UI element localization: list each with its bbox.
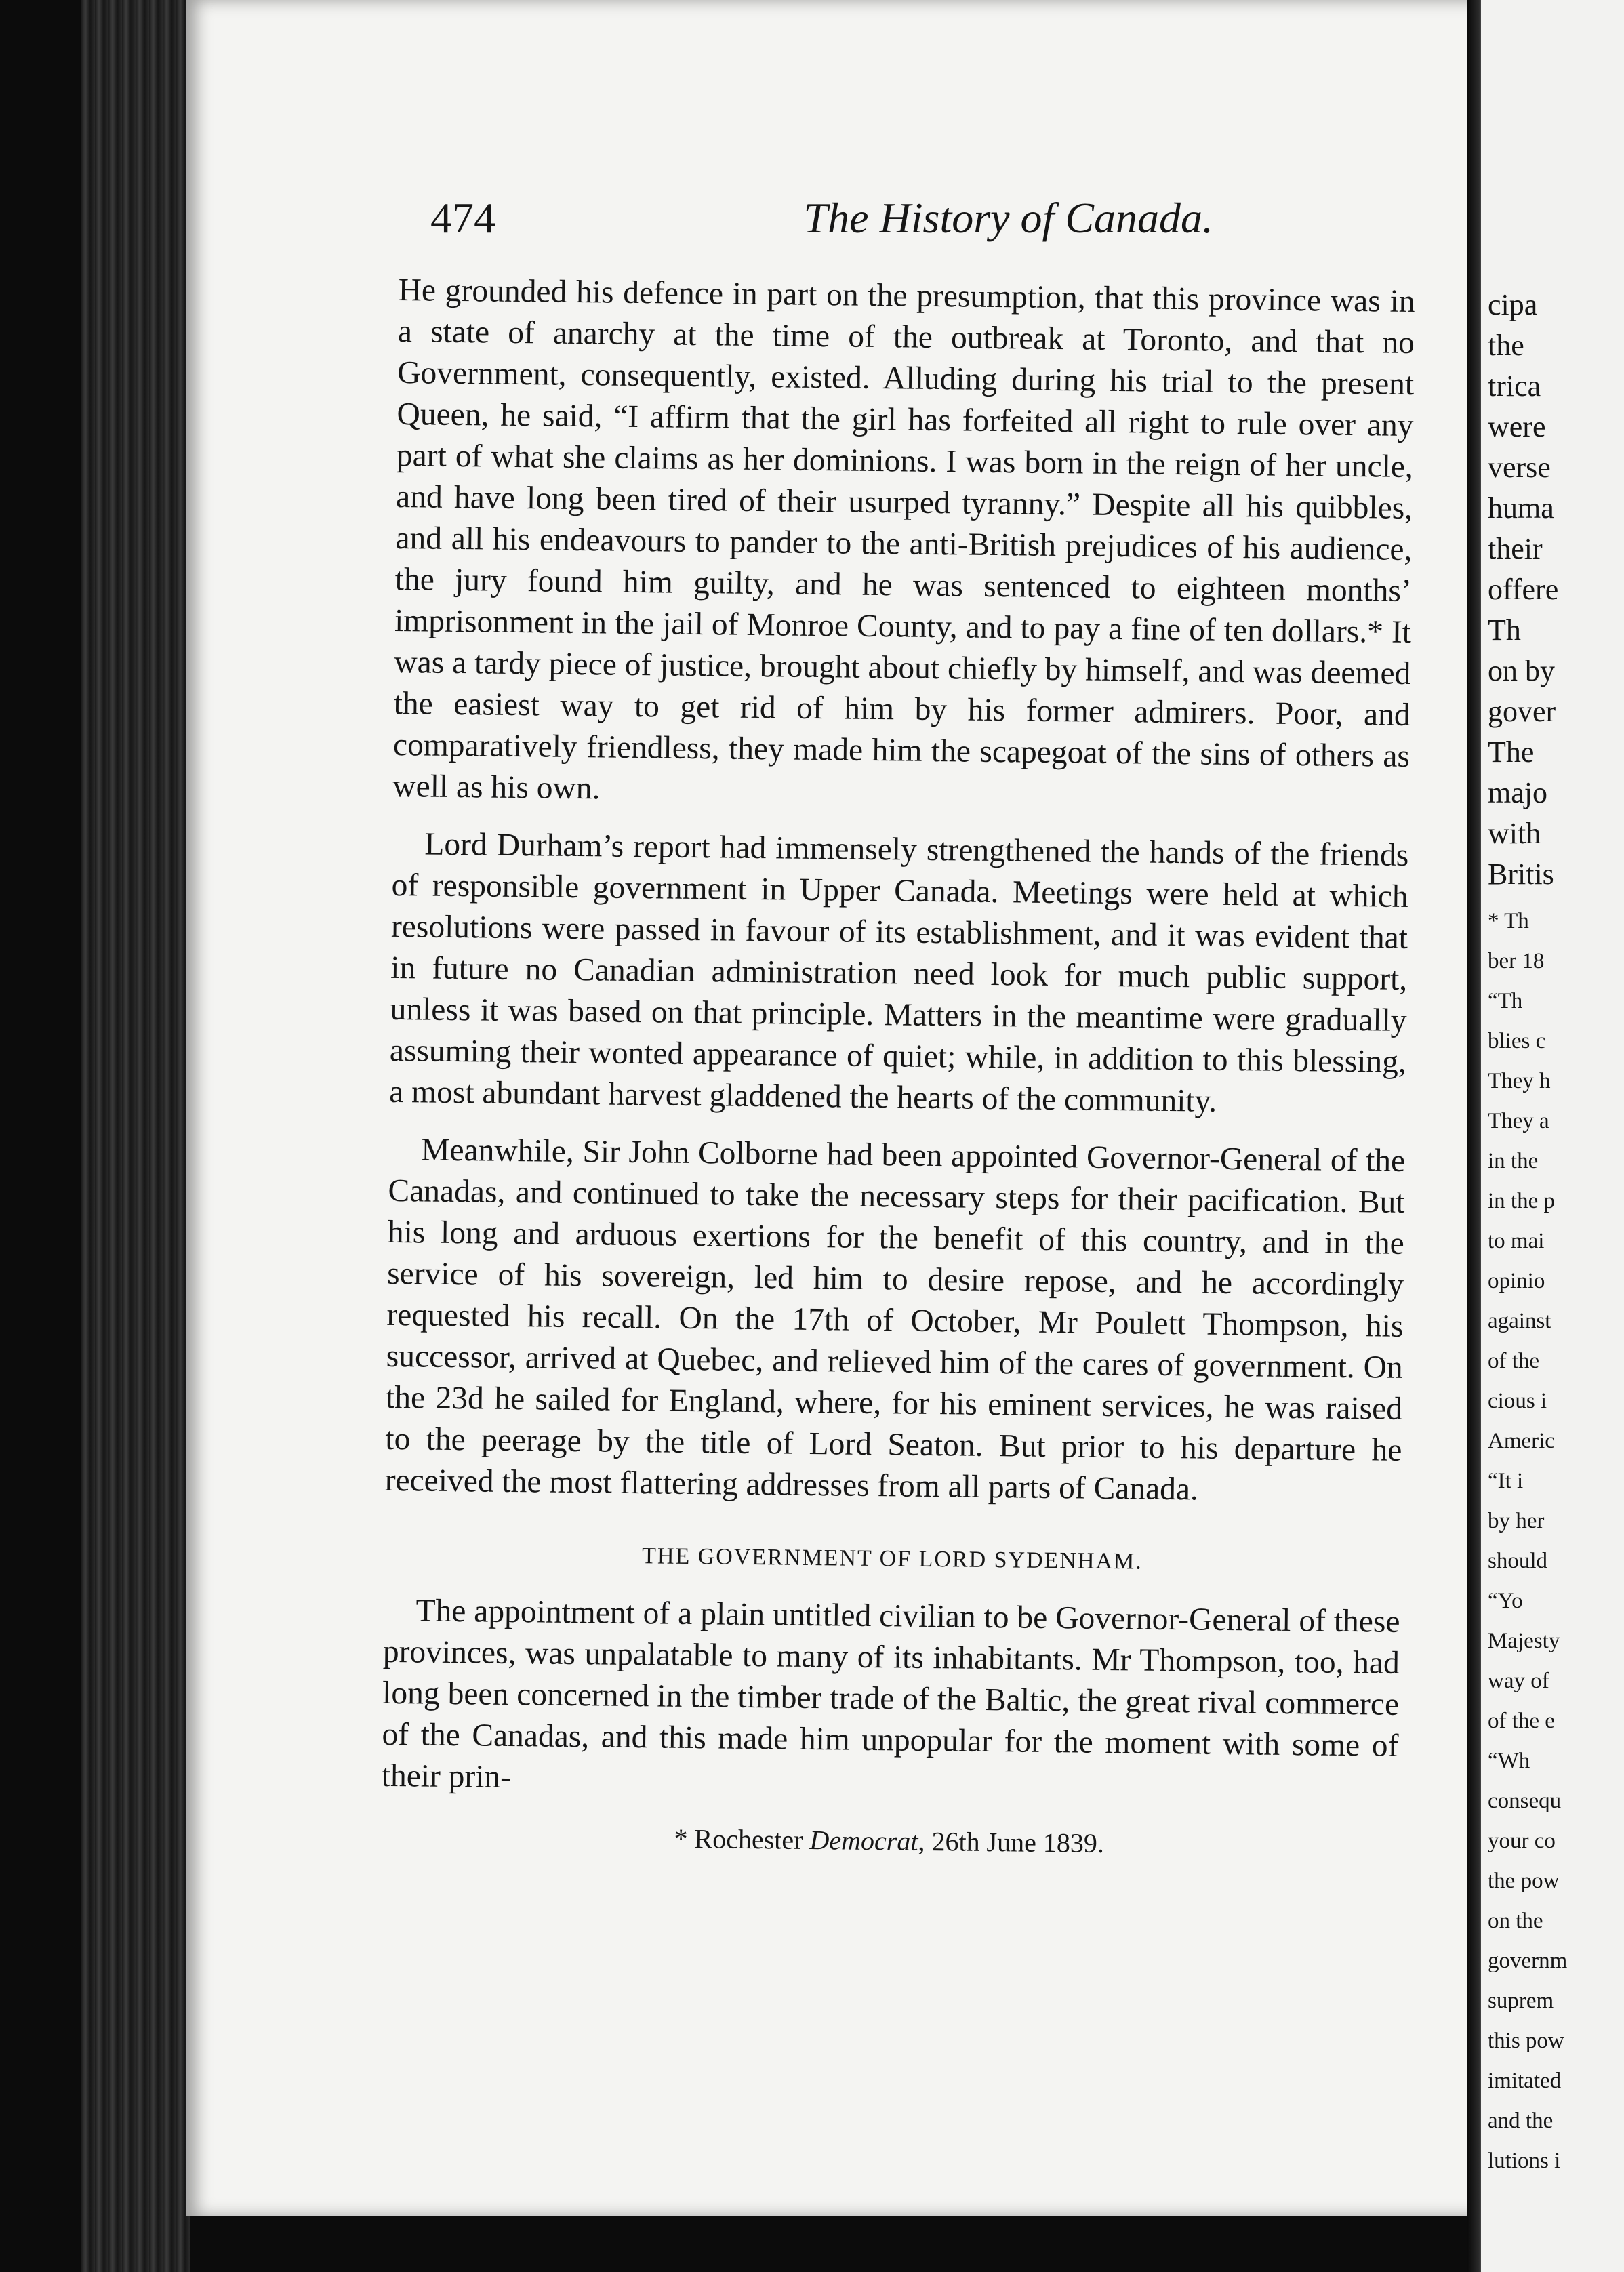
page-number: 474 [430, 194, 495, 242]
footnote-source: Democrat [809, 1825, 918, 1857]
section-paragraph: The appointment of a plain untitled civilian to be Governor-General of these provinces, was unpalatable to many of its inhabitants. Mr Thompson, too, had long been concerned in the timber trade of the Baltic, the great rival commerce of the Canadas, and this made him unpopular for the moment with some of their prin- [381, 1593, 1400, 1796]
footnote-prefix: * Rochester [674, 1823, 810, 1856]
paragraph-3: Meanwhile, Sir John Colborne had been appointed Governor-General of the Canadas, and continued to take the necessary steps for their pacification. But his long and arduous exertions for the benefit of this country, and in the service of his sovereign, led him to desire repose, and he accordingly requested his recall. On the 17th of October, Mr Poulett Thompson, his successor, arrived at Quebec, and relieved him of the cares of government. On the 23d he sailed for England, where, for his eminent services, he was raised to the peerage by the title of Lord Seaton. But prior to his departure he received the most flattering addresses from all parts of Canada. [384, 1132, 1406, 1507]
paragraph-2: Lord Durham’s report had immensely strengthened the hands of the friends of responsible government in Upper Canada. Meetings were held at which resolutions were passed in favour of its establishment, and it was evident that in future no Canadian administration need look for much public support, unless it was based on that principle. Matters in the meantime were gradually assuming their wonted appearance of quiet; while, in addition to this blessing, a most abundant harvest gladdened the hearts of the community. [388, 826, 1409, 1119]
paragraph-1: He grounded his defence in part on the presumption, that this province was in a state of anarchy at the time of the outbreak at Toronto, and that no Government, consequently, existed. Alluding during his trial to the present Queen, he said, “I affirm that the girl has forfeited all right to rule over any part of what she claims as her dominions. I was born in the reign of her uncle, and have long been tired of their usurped tyranny.” Despite all his quibbles, and all his endeavours to pander to the anti-British prejudices of his audience, the jury found him guilty, and he was sentenced to eighteen months’ imprisonment in the jail of Monroe County, and to pay a fine of ten dollars.* It was a tardy piece of justice, brought about chiefly by himself, and was deemed the easiest way to get rid of him by his former admirers. Poor, and comparatively friendless, they made him the scapegoat of the sins of others as well as his own. [392, 272, 1415, 807]
facing-page: cipa the trica were verse huma their offere Th on by gover The majo with Britis * Th ber 18 “Th blies c They h They a in the in the p to mai opinio against of the cious i Americ “It i by her should “Yo Majesty way of of the e “Wh consequ your co the pow on the governm suprem this pow imitated and the lutions i [1481, 0, 1624, 2272]
footnote-suffix: , 26th June 1839. [918, 1825, 1105, 1859]
page-body [380, 270, 1415, 1867]
section-heading: THE GOVERNMENT OF LORD SYDENHAM. [641, 1543, 1143, 1575]
running-title: The History of Canada. [803, 194, 1213, 242]
book-binding [81, 0, 190, 2272]
page-header [430, 191, 1213, 245]
